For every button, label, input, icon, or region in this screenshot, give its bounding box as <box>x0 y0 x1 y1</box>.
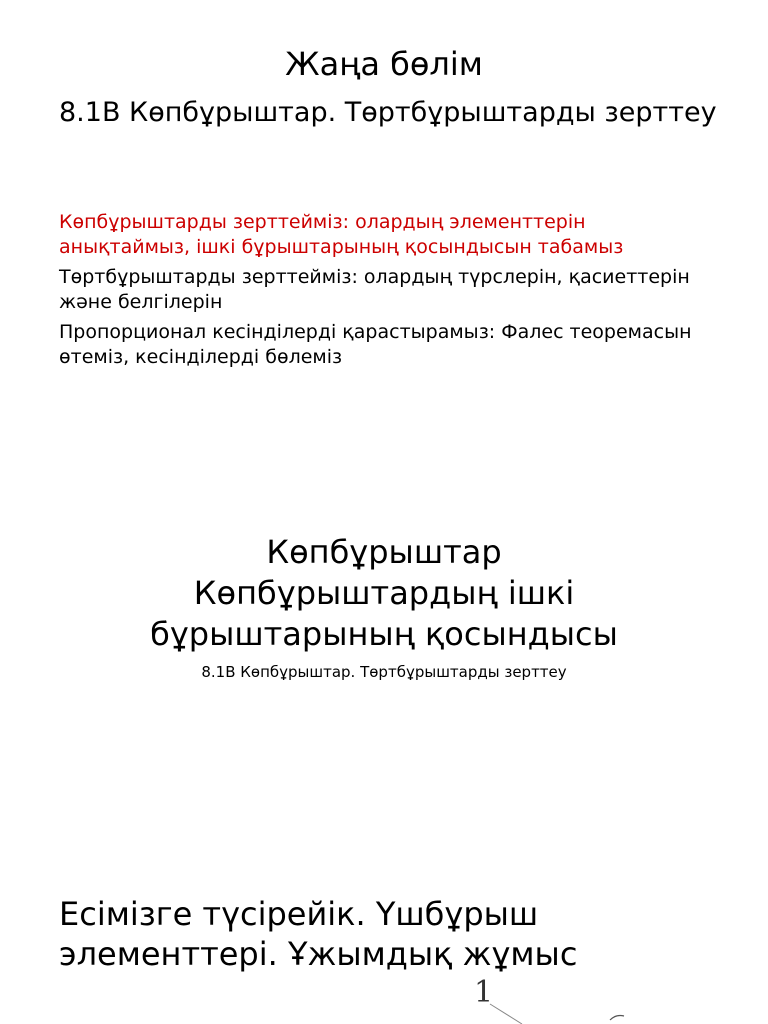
objective-item: Төртбұрыштарды зерттейміз: олардың түрслерін, қасиеттерін және белгілерін <box>59 266 690 313</box>
objective-item: Пропорционал кесінділерді қарастырамыз: Фалес теоремасын өтеміз, кесінділерді бөлеміз <box>59 321 692 368</box>
section-heading: 8.1B Көпбұрыштар. Төртбұрыштарды зерттеу <box>59 97 717 128</box>
title-line: Көпбұрыштардың ішкі <box>193 574 575 612</box>
slide-title: Есімізге түсірейік. Үшбұрыш элементтері. Ұжымдық жұмыс <box>59 895 578 973</box>
figure-label: 1 <box>474 975 494 1010</box>
slide-title: Жаңа бөлім <box>285 45 483 83</box>
slide-subtitle: 8.1B Көпбұрыштар. Төртбұрыштарды зерттеу <box>201 663 567 681</box>
title-line: бұрыштарының қосындысы <box>150 615 618 653</box>
objectives-list <box>59 210 719 375</box>
triangle-edge <box>490 1004 522 1024</box>
slide-new-section <box>0 0 768 470</box>
slide-polygons <box>0 470 768 850</box>
slide-triangle-elements <box>0 850 768 1024</box>
slide-title <box>0 532 768 655</box>
objective-item: Көпбұрыштарды зерттейміз: олардың элементтерін анықтаймыз, ішкі бұрыштарының қосындысын табамыз <box>59 211 624 258</box>
triangle-figure <box>460 974 660 1024</box>
title-line: Көпбұрыштар <box>266 533 502 571</box>
triangle-vertex-mark <box>610 1016 624 1021</box>
